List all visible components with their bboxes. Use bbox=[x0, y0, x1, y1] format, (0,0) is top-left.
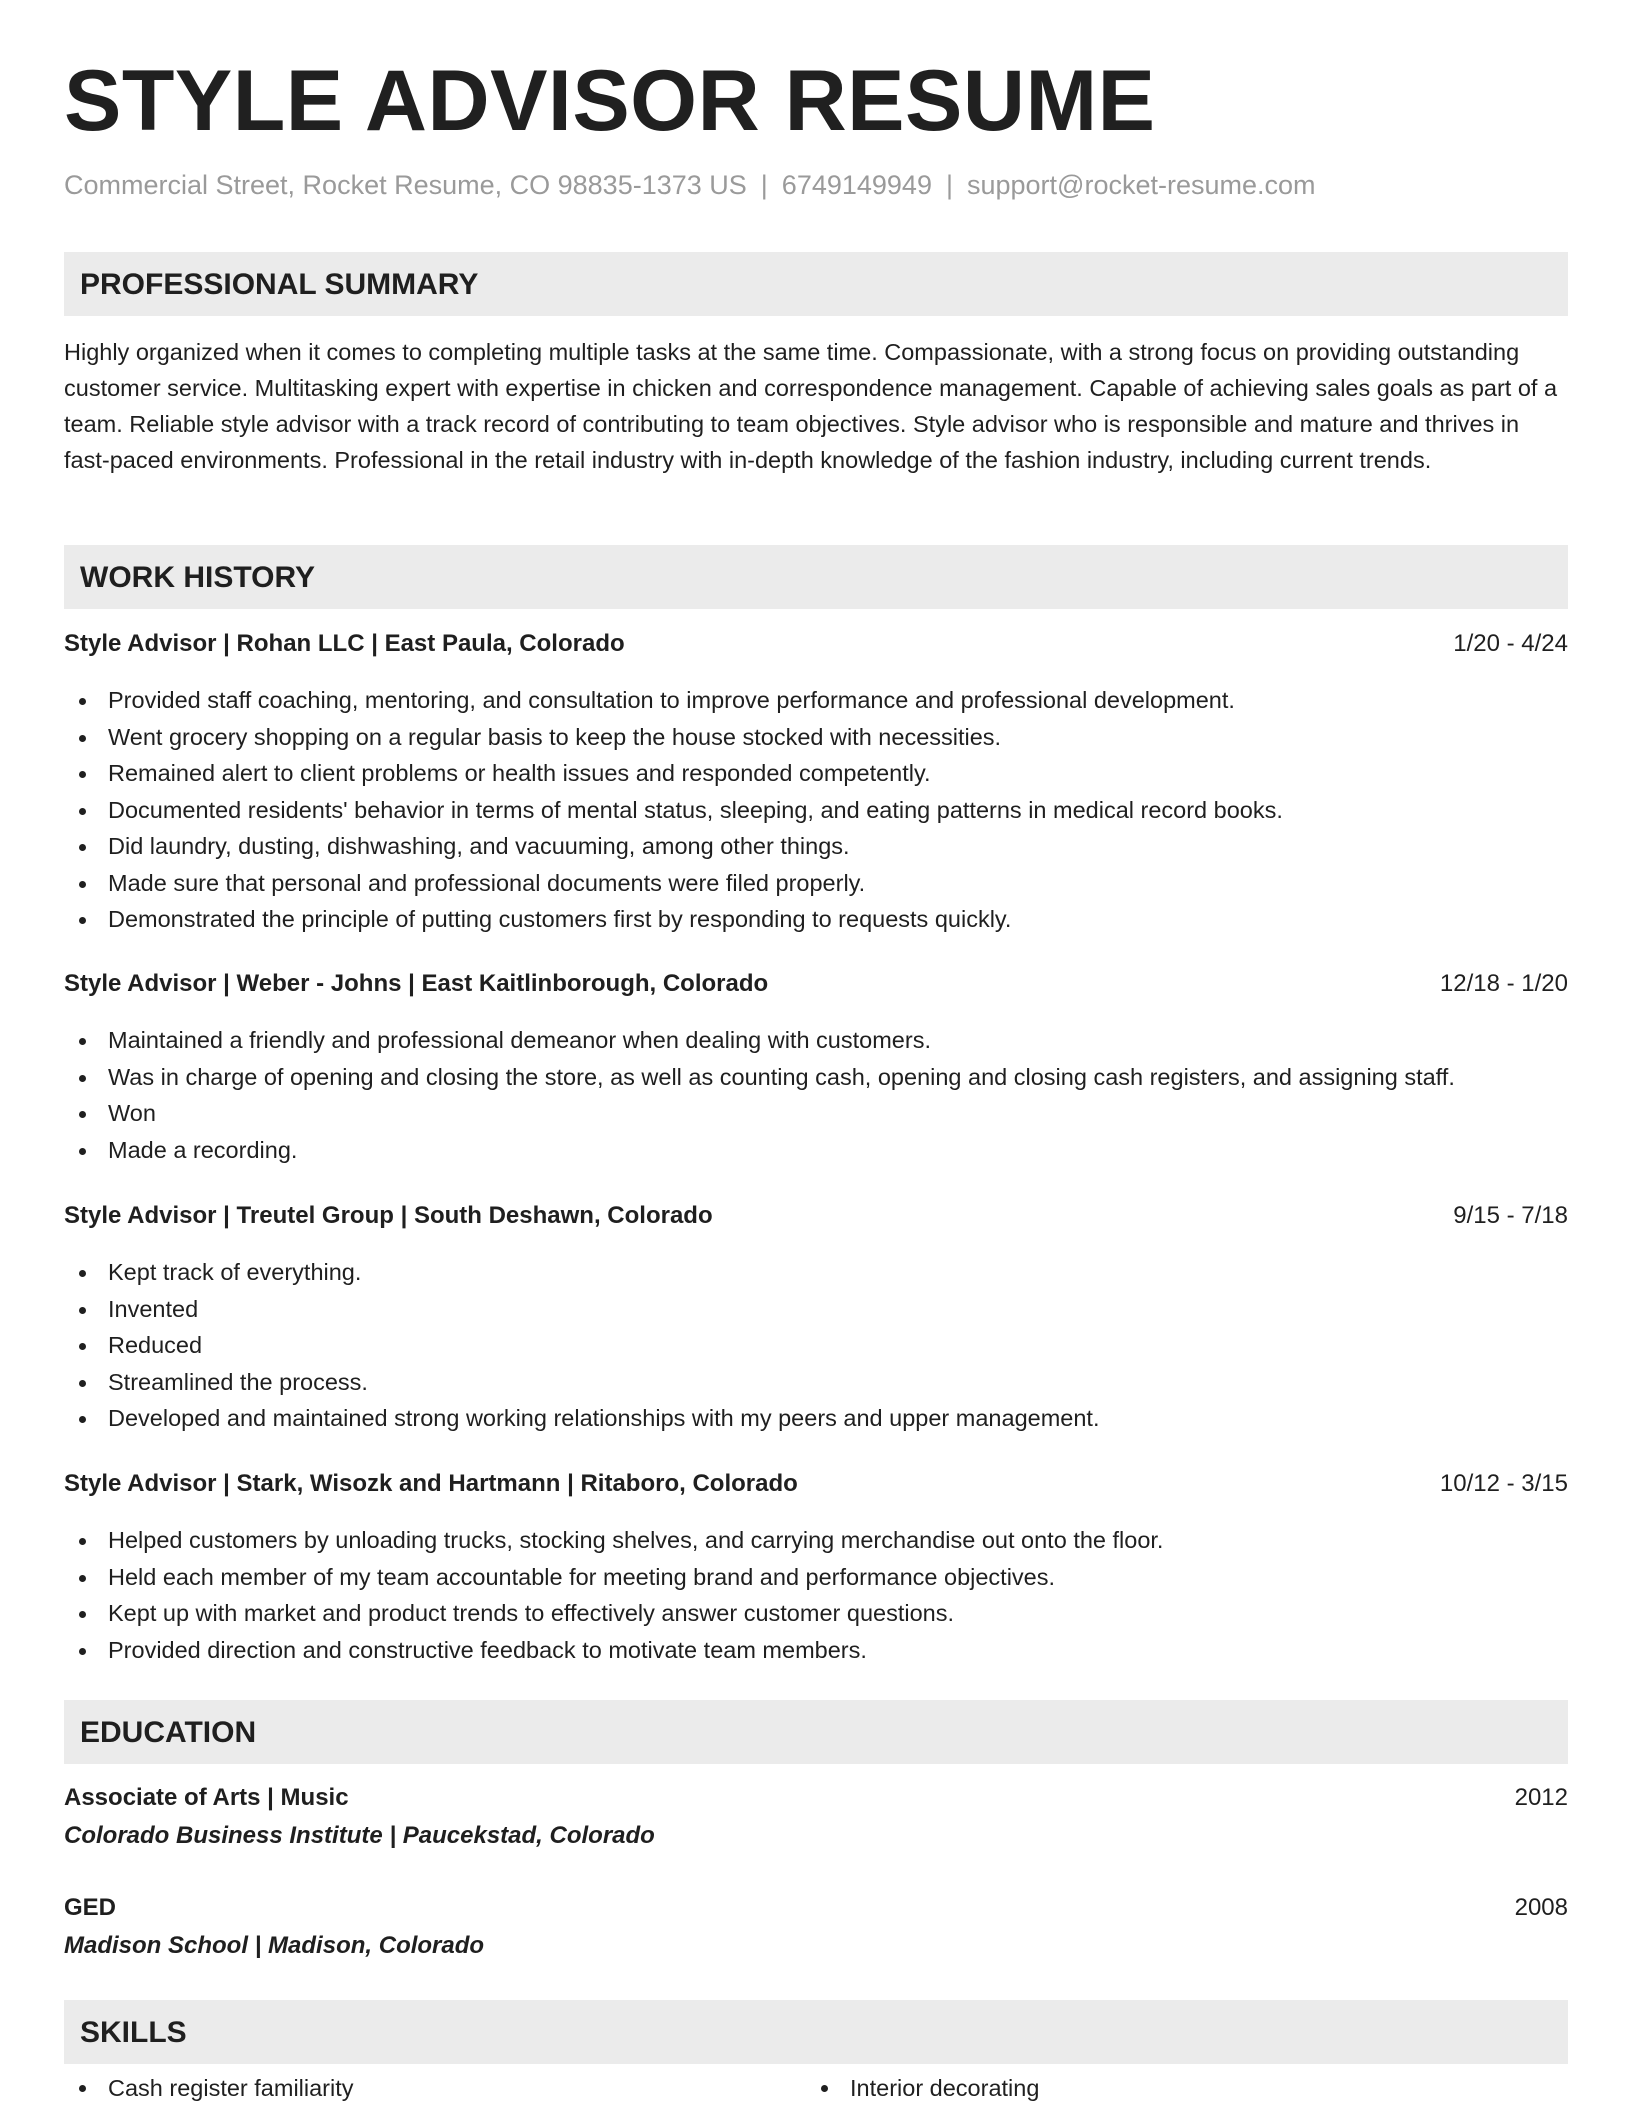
job-bullet: Kept up with market and product trends to effectively answer customer questions. bbox=[64, 1595, 1568, 1632]
job-dates: 10/12 - 3/15 bbox=[1439, 1470, 1568, 1497]
job-header bbox=[64, 1202, 1568, 1234]
skills-list bbox=[64, 2070, 1568, 2110]
skill-item: Interior decorating bbox=[806, 2070, 1039, 2106]
job-bullet: Documented residents' behavior in terms of mental status, sleeping, and eating patterns in medical record books. bbox=[64, 792, 1568, 829]
education-year: 2008 bbox=[1514, 1894, 1568, 1921]
job-title: Style Advisor | Treutel Group | South Deshawn, Colorado bbox=[64, 1202, 713, 1229]
job-bullet: Reduced bbox=[64, 1327, 1568, 1364]
job-dates: 12/18 - 1/20 bbox=[1439, 970, 1568, 997]
education-header bbox=[64, 1894, 1568, 1928]
job-bullet: Invented bbox=[64, 1291, 1568, 1328]
section-heading: EDUCATION bbox=[80, 1716, 257, 1749]
job-dates: 9/15 - 7/18 bbox=[1453, 1202, 1568, 1229]
job-bullet: Held each member of my team accountable for meeting brand and performance objectives. bbox=[64, 1559, 1568, 1596]
job-bullets bbox=[64, 1022, 1568, 1168]
section-heading: WORK HISTORY bbox=[80, 561, 316, 594]
contact-line bbox=[64, 170, 1316, 201]
section-header-skills bbox=[64, 2000, 1568, 2064]
education-degree: Associate of Arts | Music bbox=[64, 1784, 349, 1811]
job-title: Style Advisor | Rohan LLC | East Paula, Colorado bbox=[64, 630, 625, 657]
job-bullet: Maintained a friendly and professional demeanor when dealing with customers. bbox=[64, 1022, 1568, 1059]
education-school: Madison School | Madison, Colorado bbox=[64, 1932, 485, 1959]
job-bullet: Provided direction and constructive feedback to motivate team members. bbox=[64, 1632, 1568, 1669]
job-bullets bbox=[64, 682, 1568, 938]
job-bullet: Helped customers by unloading trucks, stocking shelves, and carrying merchandise out onto the floor. bbox=[64, 1522, 1568, 1559]
job-bullet: Did laundry, dusting, dishwashing, and vacuuming, among other things. bbox=[64, 828, 1568, 865]
job-bullet: Went grocery shopping on a regular basis to keep the house stocked with necessities. bbox=[64, 719, 1568, 756]
contact-phone: 6749149949 bbox=[781, 170, 932, 200]
education-entry bbox=[64, 1784, 1568, 1850]
job-header bbox=[64, 970, 1568, 1002]
section-header-education bbox=[64, 1700, 1568, 1764]
job-dates: 1/20 - 4/24 bbox=[1453, 630, 1568, 657]
job-bullet: Provided staff coaching, mentoring, and consultation to improve performance and professional development. bbox=[64, 682, 1568, 719]
job-bullet: Remained alert to client problems or health issues and responded competently. bbox=[64, 755, 1568, 792]
job-header bbox=[64, 1470, 1568, 1502]
job-entry bbox=[64, 1202, 1568, 1437]
job-bullet: Made sure that personal and professional documents were filed properly. bbox=[64, 865, 1568, 902]
contact-separator: | bbox=[945, 170, 953, 200]
section-heading: PROFESSIONAL SUMMARY bbox=[80, 268, 479, 301]
education-school: Colorado Business Institute | Paucekstad, Colorado bbox=[64, 1822, 655, 1849]
skill-item: Cash register familiarity bbox=[64, 2070, 354, 2106]
job-title: Style Advisor | Weber - Johns | East Kaitlinborough, Colorado bbox=[64, 970, 769, 997]
job-bullets bbox=[64, 1522, 1568, 1668]
job-bullets bbox=[64, 1254, 1568, 1437]
education-degree: GED bbox=[64, 1894, 117, 1921]
job-entry bbox=[64, 630, 1568, 938]
skills-column-right bbox=[806, 2070, 1039, 2106]
skills-column-left bbox=[64, 2070, 354, 2106]
job-bullet: Made a recording. bbox=[64, 1132, 1568, 1169]
section-header-summary bbox=[64, 252, 1568, 316]
contact-address: Commercial Street, Rocket Resume, CO 98835-1373 US bbox=[64, 170, 747, 200]
section-header-work-history bbox=[64, 545, 1568, 609]
job-bullet: Won bbox=[64, 1095, 1568, 1132]
summary-text: Highly organized when it comes to completing multiple tasks at the same time. Compassionate, with a strong focus on providing outstanding customer service. Multitasking expert with expertise in chicken and correspondence management. Capable of achieving sales goals as part of a team. Reliable style advisor with a track record of contributing to team objectives. Style advisor who is responsible and mature and thrives in fast-paced environments. Professional in the retail industry with in-depth knowledge of the fashion industry, including current trends. bbox=[64, 339, 1558, 473]
job-title: Style Advisor | Stark, Wisozk and Hartmann | Ritaboro, Colorado bbox=[64, 1470, 798, 1497]
job-bullet: Streamlined the process. bbox=[64, 1364, 1568, 1401]
job-entry bbox=[64, 1470, 1568, 1668]
section-heading: SKILLS bbox=[80, 2016, 187, 2049]
job-bullet: Demonstrated the principle of putting customers first by responding to requests quickly. bbox=[64, 901, 1568, 938]
job-bullet: Kept track of everything. bbox=[64, 1254, 1568, 1291]
education-entry bbox=[64, 1894, 1568, 1960]
contact-separator: | bbox=[760, 170, 768, 200]
job-header bbox=[64, 630, 1568, 662]
education-year: 2012 bbox=[1514, 1784, 1568, 1811]
job-bullet: Was in charge of opening and closing the store, as well as counting cash, opening and closing cash registers, and assigning staff. bbox=[64, 1059, 1568, 1096]
resume-title: STYLE ADVISOR RESUME bbox=[64, 53, 1156, 149]
education-header bbox=[64, 1784, 1568, 1818]
job-entry bbox=[64, 970, 1568, 1168]
contact-email: support@rocket-resume.com bbox=[966, 170, 1316, 200]
job-bullet: Developed and maintained strong working relationships with my peers and upper management. bbox=[64, 1400, 1568, 1437]
